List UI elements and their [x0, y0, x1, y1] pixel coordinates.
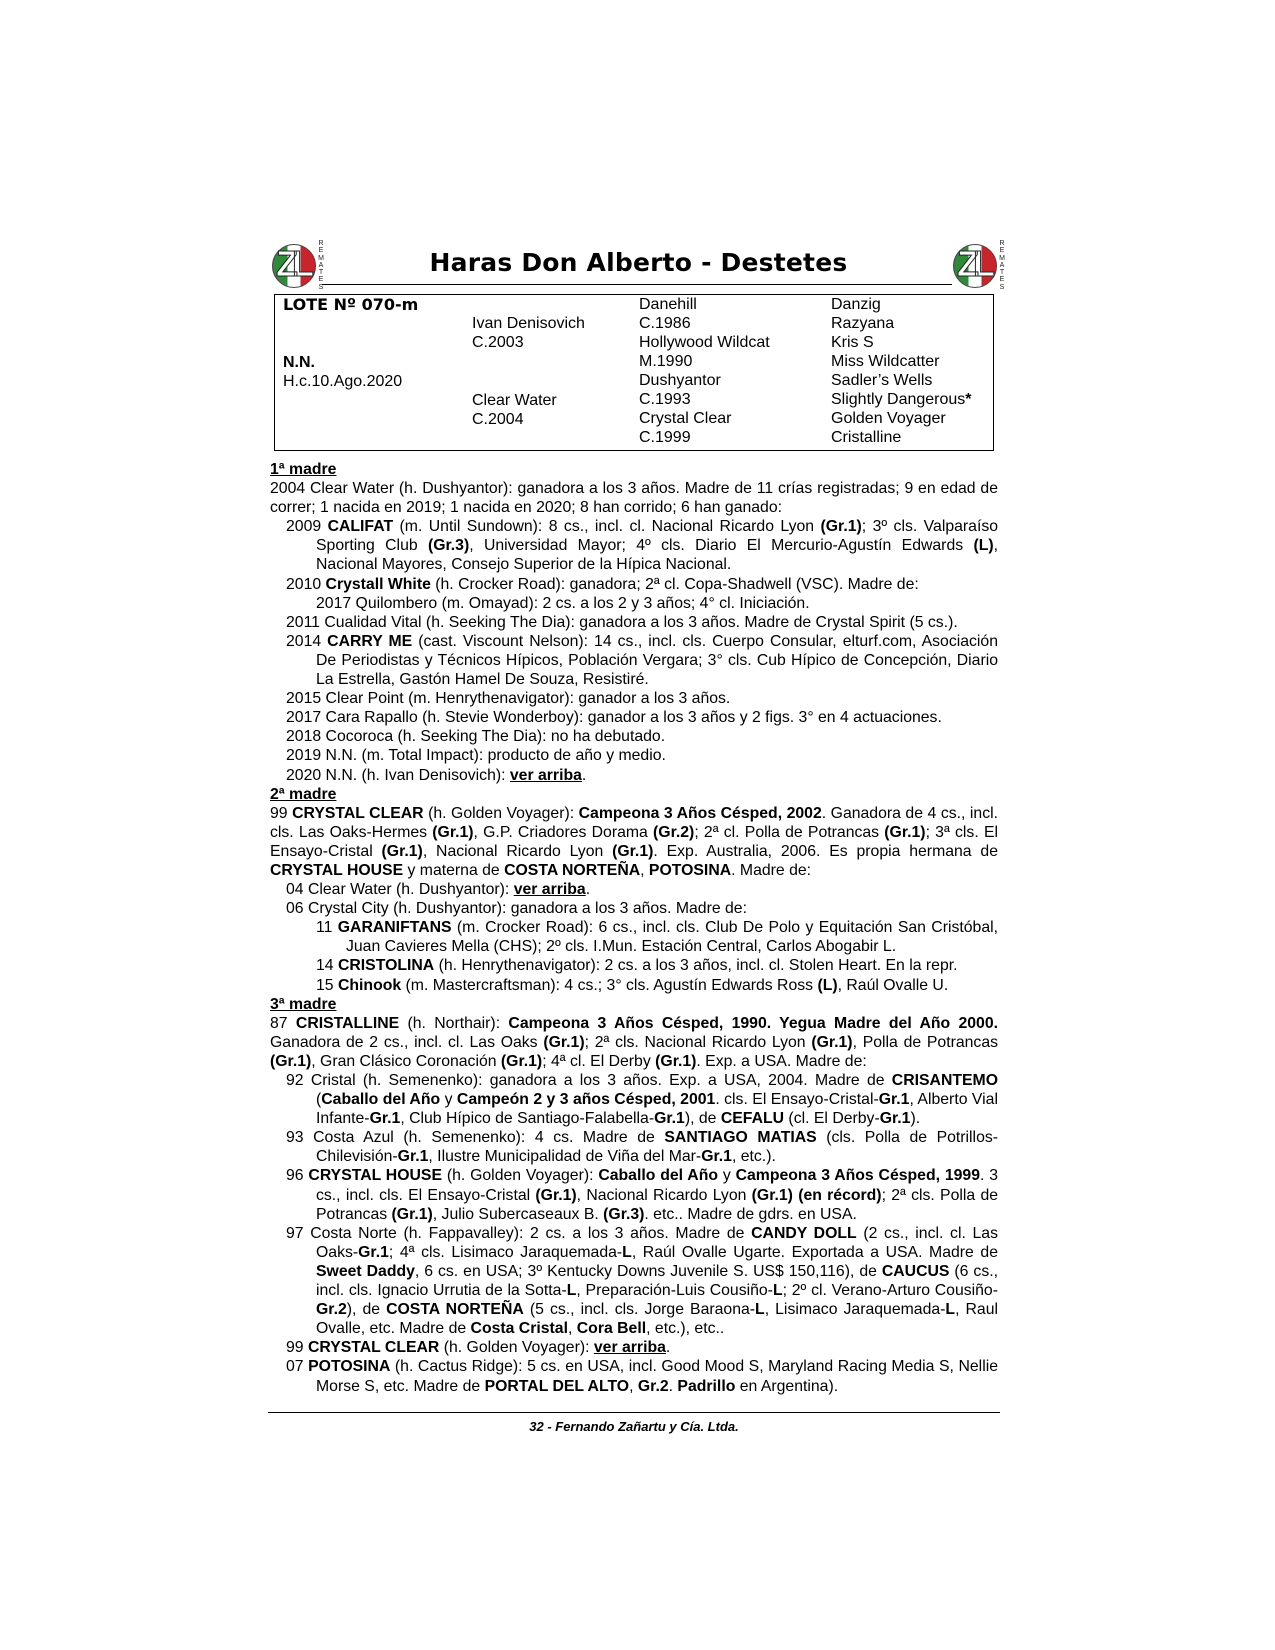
entry: 2004 Clear Water (h. Dushyantor): ganadora a los 3 años. Madre de 11 crías registradas; 9 en edad de correr; 1 nacida en 2019; 1 nacida en 2020; 8 han corrido; 6 han ganado:	[270, 480, 998, 517]
ancestor-cell: Cristalline	[831, 429, 902, 446]
logo-sub: R E M A T E S	[318, 240, 324, 291]
entry: 04 Clear Water (h. Dushyantor): ver arriba.	[286, 881, 591, 899]
entry: 99 CRYSTAL CLEAR (h. Golden Voyager): Campeona 3 Años Césped, 2002. Ganadora de 4 cs., incl. cls. Las Oaks-Hermes (Gr.1), G.P. Criadores Dorama (Gr.2); 2ª cl. Polla de Potrancas (Gr.1); 3ª cls. El Ensayo-Cristal (Gr.1), Nacional Ricardo Lyon (Gr.1). Exp. Australia, 2006. Es propia hermana de CRYSTAL HOUSE y materna de COSTA NORTEÑA, POTOSINA. Madre de:	[270, 804, 998, 879]
see-above-link[interactable]: ver arriba	[593, 1339, 666, 1357]
ancestor-cell: Razyana	[831, 315, 895, 332]
entry: 2014 CARRY ME (cast. Viscount Nelson): 14 cs., incl. cls. Cuerpo Consular, elturf.com, Asociación De Periodistas y Técnicos Hípicos, Población Vergara; 3° cls. Cub Hípico de Concepción, Diario La Estrella, Gastón Hamel De Souza, Resistiré.	[286, 632, 998, 689]
ancestor-cell: Golden Voyager	[831, 410, 946, 427]
ancestor-name: Slightly Dangerous	[831, 391, 966, 408]
entry: 92 Cristal (h. Semenenko): ganadora a los 3 años. Exp. a USA, 2004. Madre de CRISANTEMO (Caballo del Año y Campeón 2 y 3 años Césped, 2001. cls. El Ensayo-Cristal-Gr.1, Alberto Vial Infante-Gr.1, Club Hípico de Santiago-Falabella-Gr.1), de CEFALU (cl. El Derby-Gr.1).	[286, 1072, 998, 1128]
see-above-link[interactable]: ver arriba	[509, 766, 582, 784]
entry: 06 Crystal City (h. Dushyantor): ganadora a los 3 años. Madre de:	[286, 900, 747, 918]
logo-letters: ZL	[957, 243, 989, 284]
entry: 2010 Crystall White (h. Crocker Road): ganadora; 2ª cl. Copa-Shadwell (VSC). Madre de:	[286, 575, 919, 593]
entry: 2011 Cualidad Vital (h. Seeking The Dia): ganadora a los 3 años. Madre de Crystal Spirit (5 cs.).	[286, 613, 958, 631]
logo-letters: ZL	[276, 243, 308, 284]
entry: 2017 Cara Rapallo (h. Stevie Wonderboy): ganador a los 3 años y 2 figs. 3° en 4 actuaciones.	[286, 709, 942, 727]
logo-right	[953, 240, 1009, 291]
dam-info: C.2004	[472, 411, 524, 428]
grandsire-cell: Danehill	[639, 296, 697, 313]
ancestor-cell: Sadler’s Wells	[831, 372, 933, 389]
grandsire-cell: C.1993	[639, 391, 691, 408]
entry: 2009 CALIFAT (m. Until Sundown): 8 cs., incl. cl. Nacional Ricardo Lyon (Gr.1); 3º cls. Valparaíso Sporting Club (Gr.3), Universidad Mayor; 4º cls. Diario El Mercurio-Agustín Edwards (L), Nacional Mayores, Consejo Superior de la Hípica Nacional.	[286, 518, 999, 574]
grandsire-cell: Crystal Clear	[639, 410, 732, 427]
grandsire-cell: M.1990	[639, 353, 693, 370]
ancestor-cell: Miss Wildcatter	[831, 353, 940, 370]
lot-number: LOTE Nº 070-m	[283, 295, 419, 314]
entry: 96 CRYSTAL HOUSE (h. Golden Voyager): Caballo del Año y Campeona 3 Años Césped, 1999. 3 cs., incl. cls. El Ensayo-Cristal (Gr.1), Nacional Ricardo Lyon (Gr.1) (en récord); 2ª cls. Polla de Potrancas (Gr.1), Julio Subercaseaux B. (Gr.3). etc.. Madre de gdrs. en USA.	[286, 1167, 999, 1223]
logo-sub: R E M A T E S	[999, 240, 1005, 291]
entry: 14 CRISTOLINA (h. Henrythenavigator): 2 cs. a los 3 años, incl. cl. Stolen Heart. En la repr.	[316, 957, 958, 975]
dam-history	[270, 460, 998, 1396]
section-heading: 1ª madre	[270, 461, 337, 478]
grandsire-cell: Hollywood Wildcat	[639, 334, 770, 351]
logo-left	[272, 240, 328, 291]
entry: 87 CRISTALLINE (h. Northair): Campeona 3 Años Césped, 1990. Yegua Madre del Año 2000. Ganadora de 2 cs., incl. cl. Las Oaks (Gr.1); 2ª cls. Nacional Ricardo Lyon (Gr.1), Polla de Potrancas (Gr.1), Gran Clásico Coronación (Gr.1); 4ª cl. El Derby (Gr.1). Exp. a USA. Madre de:	[270, 1014, 999, 1070]
page-footer: 32 - Fernando Zañartu y Cía. Ltda.	[529, 1419, 739, 1434]
entry: 99 CRYSTAL CLEAR (h. Golden Voyager): ver arriba.	[286, 1339, 671, 1357]
ancestor-cell	[831, 390, 972, 409]
foal-name: N.N.	[283, 354, 315, 371]
sire-info: C.2003	[472, 334, 524, 351]
entry: 11 GARANIFTANS (m. Crocker Road): 6 cs., incl. cls. Club De Polo y Equitación San Cristóbal, Juan Cavieres Mella (CHS); 2º cls. I.Mun. Estación Central, Carlos Abogabir L.	[316, 919, 999, 956]
foal-info: H.c.10.Ago.2020	[283, 373, 403, 390]
grandsire-cell: C.1986	[639, 315, 691, 332]
grandsire-cell: C.1999	[639, 429, 691, 446]
entry: 2020 N.N. (h. Ivan Denisovich): ver arriba.	[286, 766, 587, 784]
section-heading: 3ª madre	[270, 995, 337, 1013]
entry: 15 Chinook (m. Mastercraftsman): 4 cs.; 3° cls. Agustín Edwards Ross (L), Raúl Ovalle U.	[316, 976, 949, 994]
pedigree-box	[274, 294, 994, 451]
footer-rule	[268, 1412, 1000, 1413]
entry: 2015 Clear Point (m. Henrythenavigator): ganador a los 3 años.	[286, 690, 731, 708]
entry: 93 Costa Azul (h. Semenenko): 4 cs. Madre de SANTIAGO MATIAS (cls. Polla de Potrillos-Chilevisión-Gr.1, Ilustre Municipalidad de Viña del Mar-Gr.1, etc.).	[286, 1129, 999, 1166]
ancestor-cell: Danzig	[831, 296, 881, 313]
ancestor-cell: Kris S	[831, 334, 874, 351]
entry: 97 Costa Norte (h. Fappavalley): 2 cs. a los 3 años. Madre de CANDY DOLL (2 cs., incl. cl. Las Oaks-Gr.1; 4ª cls. Lisimaco Jaraquemada-L, Raúl Ovalle Ugarte. Exportada a USA. Madre de Sweet Daddy, 6 cs. en USA; 3º Kentucky Downs Juvenile S. US$ 150,116), de CAUCUS (6 cs., incl. cls. Ignacio Urrutia de la Sotta-L, Preparación-Luis Cousiño-L; 2º cl. Verano-Arturo Cousiño-Gr.2), de COSTA NORTEÑA (5 cs., incl. cls. Jorge Baraona-L, Lisimaco Jaraquemada-L, Raul Ovalle, etc. Madre de Costa Cristal, Cora Bell, etc.), etc..	[286, 1224, 998, 1338]
page-title: Haras Don Alberto - Destetes	[429, 248, 848, 277]
title-rule	[322, 284, 952, 285]
sire-name: Ivan Denisovich	[472, 315, 585, 332]
entry: 2018 Cocoroca (h. Seeking The Dia): no ha debutado.	[286, 728, 666, 746]
entry: 2019 N.N. (m. Total Impact): producto de año y medio.	[286, 747, 666, 765]
grandsire-cell: Dushyantor	[639, 372, 721, 389]
section-heading: 2ª madre	[270, 785, 337, 803]
entry: 07 POTOSINA (h. Cactus Ridge): 5 cs. en USA, incl. Good Mood S, Maryland Racing Media S, Nellie Morse S, etc. Madre de PORTAL DEL ALTO, Gr.2. Padrillo en Argentina).	[286, 1358, 998, 1395]
ancestor-mark: *	[965, 391, 972, 408]
entry: 2017 Quilombero (m. Omayad): 2 cs. a los 2 y 3 años; 4° cl. Iniciación.	[316, 594, 810, 612]
dam-name: Clear Water	[472, 392, 557, 409]
see-above-link[interactable]: ver arriba	[513, 881, 586, 899]
